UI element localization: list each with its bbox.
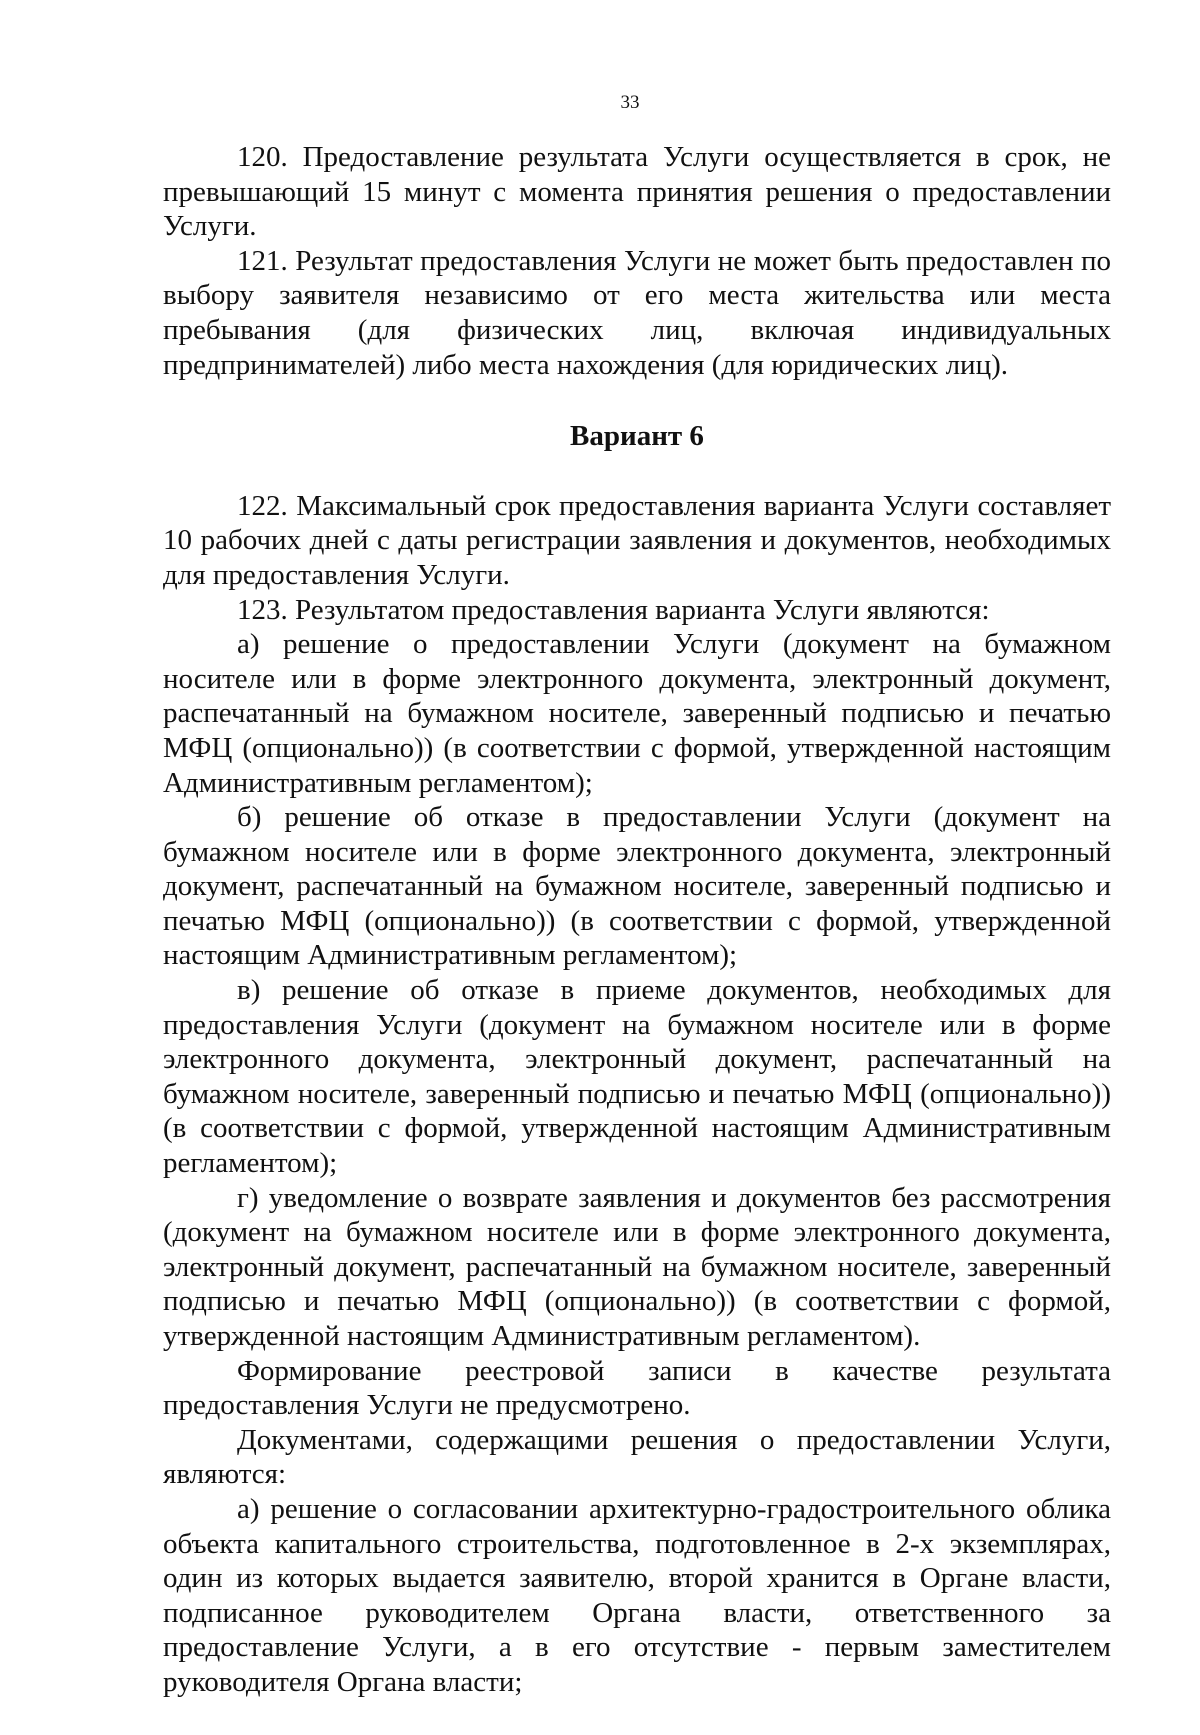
paragraph-122: 122. Максимальный срок предоставления варианта Услуги составляет 10 рабочих дней с даты регистрации заявления и документов, необходимых для предоставления Услуги. <box>163 489 1111 591</box>
list-item-v: в) решение об отказе в приеме документов, необходимых для предоставления Услуги (документ на бумажном носителе или в форме электронного документа, электронный документ, распечатанный на бумажном носителе, заверенный подписью и печатью МФЦ (опционально)) (в соответствии с формой, утвержденной настоящим Административным регламентом); <box>163 974 1111 1180</box>
paragraph-123: 123. Результатом предоставления варианта Услуги являются: <box>237 593 990 626</box>
page-number: 33 <box>620 92 640 113</box>
list-item-b: б) решение об отказе в предоставлении Услуги (документ на бумажном носителе или в форме электронного документа, электронный документ, распечатанный на бумажном носителе, заверенный подписью и печатью МФЦ (опционально)) (в соответствии с формой, утвержденной настоящим Административным регламентом); <box>163 801 1111 972</box>
paragraph-registry: Формирование реестровой записи в качестве результата предоставления Услуги не предусмотрено. <box>163 1354 1111 1422</box>
paragraph-121: 121. Результат предоставления Услуги не может быть предоставлен по выбору заявителя независимо от его места жительства или места пребывания (для физических лиц, включая индивидуальных предпринимателей) либо места нахождения (для юридических лиц). <box>163 244 1111 381</box>
list-item-a-decision: а) решение о согласовании архитектурно-градостроительного облика объекта капитального строительства, подготовленное в 2-х экземплярах, один из которых выдается заявителю, второй хранится в Органе власти, подписанное руководителем Органа власти, ответственного за предоставление Услуги, а в его отсутствие - первым заместителем руководителя Органа власти; <box>163 1492 1111 1698</box>
paragraph-documents: Документами, содержащими решения о предоставлении Услуги, являются: <box>163 1423 1111 1491</box>
document-body <box>163 140 1111 1700</box>
list-item-a: а) решение о предоставлении Услуги (документ на бумажном носителе или в форме электронного документа, электронный документ, распечатанный на бумажном носителе, заверенный подписью и печатью МФЦ (опционально)) (в соответствии с формой, утвержденной настоящим Административным регламентом); <box>163 628 1111 799</box>
section-heading: Вариант 6 <box>570 420 704 453</box>
paragraph-120: 120. Предоставление результата Услуги осуществляется в срок, не превышающий 15 минут с момента принятия решения о предоставлении Услуги. <box>163 141 1111 243</box>
list-item-g: г) уведомление о возврате заявления и документов без рассмотрения (документ на бумажном носителе или в форме электронного документа, электронный документ, распечатанный на бумажном носителе, заверенный подписью и печатью МФЦ (опционально)) (в соответствии с формой, утвержденной настоящим Административным регламентом). <box>163 1181 1111 1352</box>
